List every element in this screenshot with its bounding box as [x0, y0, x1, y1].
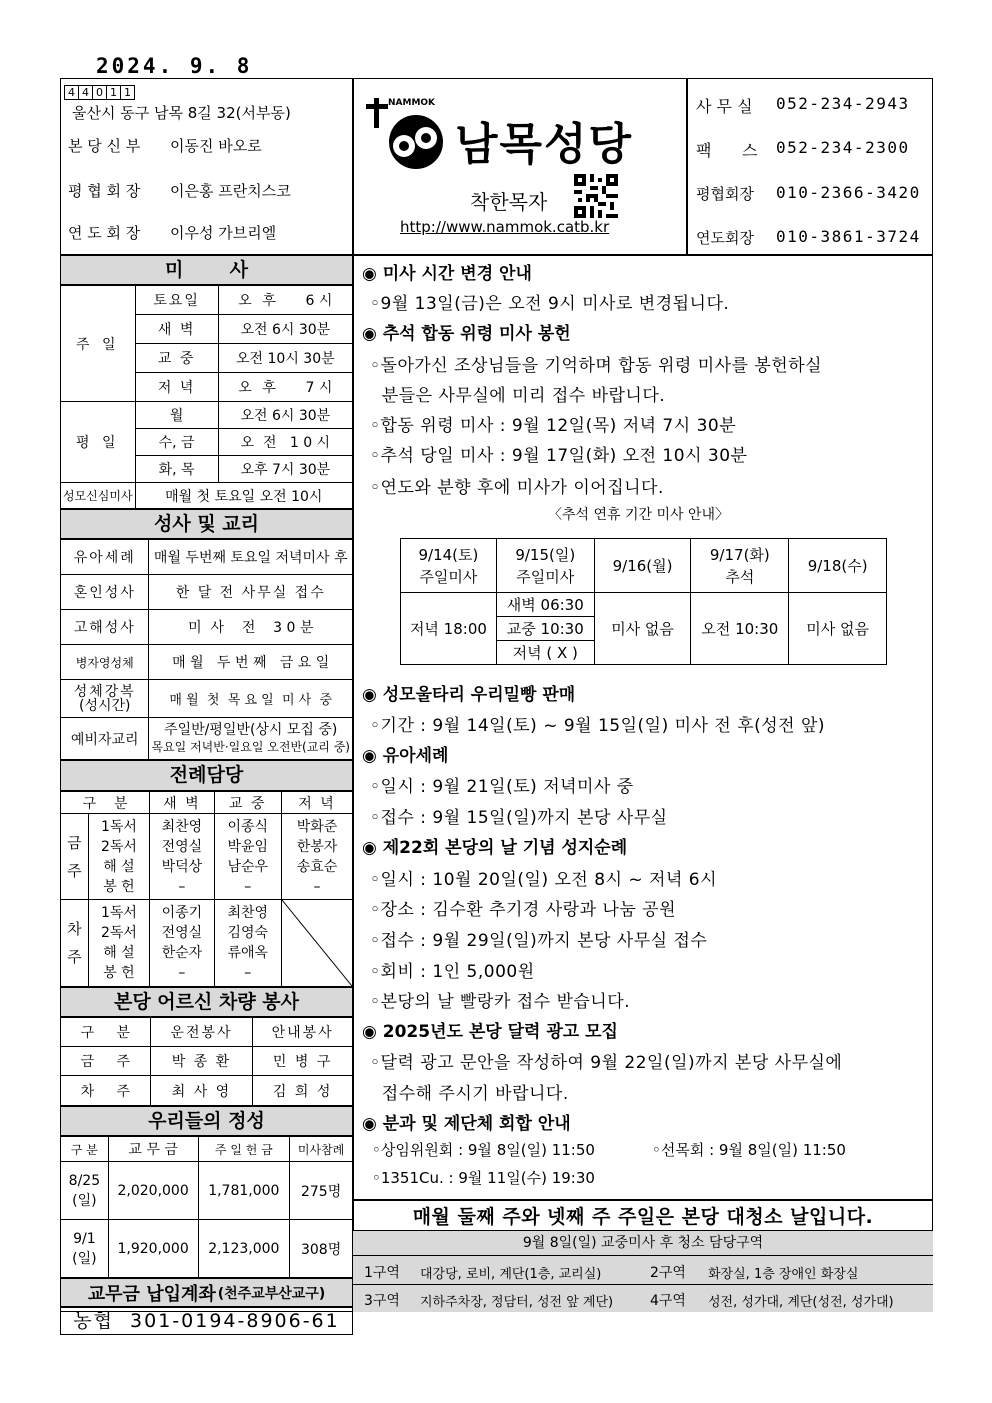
offering-date-line: (일) — [72, 1250, 97, 1267]
weekday-label: 평 일 — [61, 402, 136, 483]
sacrament-row — [61, 718, 353, 760]
liturgy-person: 김영숙 — [227, 925, 269, 941]
header-divider-left — [352, 78, 354, 254]
meeting-standing-committee: ◦상임위원회 : 9월 8일(일) 11:50 — [372, 1141, 595, 1159]
vehicle-row — [61, 1047, 353, 1076]
liturgy-header: 새 벽 — [150, 792, 214, 814]
liturgy-role: 2독서 — [100, 925, 137, 941]
holiday-header: 9/16(월) — [594, 539, 691, 593]
holiday-mass-table — [400, 538, 887, 665]
marian-time: 매월 첫 토요일 오전 10시 — [135, 483, 352, 509]
notice-line: ◦일시 : 10월 20일(일) 오전 8시 ~ 저녁 6시 — [370, 870, 718, 890]
account-subtitle: (천주교부산교구) — [217, 1285, 326, 1302]
zone-place: 지하주차장, 정담터, 성전 앞 계단) — [420, 1295, 614, 1310]
contact-label-ydo: 연도회장 — [696, 229, 754, 247]
marian-label: 성모신심미사 — [61, 483, 136, 509]
liturgy-person: 전영실 — [161, 838, 203, 855]
offering-header: 구 분 — [61, 1137, 109, 1162]
liturgy-header: 교 중 — [214, 792, 281, 814]
notice-line: ◦장소 : 김수환 추기경 사랑과 나눔 공원 — [370, 900, 677, 920]
zone-number: 1구역 — [364, 1265, 400, 1281]
ydo-name: 이우성 가브리엘 — [170, 224, 277, 242]
marian-mass-row — [61, 483, 353, 509]
offering-header-row — [61, 1137, 353, 1162]
mass-time: 오전 6시 30분 — [218, 315, 352, 344]
notice-line: ◦회비 : 1인 5,000원 — [370, 962, 535, 982]
liturgy-person: 한순자 — [161, 945, 203, 961]
vehicle-table — [60, 1017, 353, 1106]
liturgy-group-next-week — [61, 900, 353, 987]
vehicle-driver: 최 사 영 — [150, 1076, 253, 1106]
motto: 착한목자 — [470, 190, 548, 214]
sacrament-value: 매 월 두 번 째 금 요 일 — [149, 645, 353, 680]
liturgy-role: 해 설 — [103, 858, 135, 875]
liturgy-table — [60, 791, 353, 987]
holiday-sat: 저녁 18:00 — [401, 593, 497, 665]
account-title-row — [60, 1278, 353, 1307]
vehicle-header: 구 분 — [61, 1018, 151, 1047]
notice-heading: ◉ 분과 및 제단체 회합 안내 — [362, 1114, 571, 1134]
liturgy-person: 박윤임 — [227, 838, 269, 855]
holiday-tue: 오전 10:30 — [691, 593, 789, 665]
sacrament-label: 유아세례 — [61, 540, 149, 575]
bulletin-date: 2024. 9. 8 — [96, 54, 253, 78]
holiday-header-row — [401, 539, 887, 593]
holiday-header-line: 주일미사 — [419, 567, 478, 586]
notice-heading: ◉ 성모울타리 우리밀빵 판매 — [362, 685, 576, 705]
mass-time: 오 전 1 0 시 — [218, 429, 352, 456]
offering-table — [60, 1136, 353, 1278]
sunday-label: 주 일 — [61, 286, 136, 402]
cleaning-title: 매월 둘째 주와 넷째 주 주일은 본당 대청소 날입니다. — [412, 1206, 874, 1228]
sacraments-section-title: 성사 및 교리 — [60, 509, 353, 539]
council-name: 이은홍 프란치스코 — [170, 182, 291, 200]
contact-value-council: 010-2366-3420 — [776, 183, 921, 202]
website-link[interactable]: http://www.nammok.catb.kr — [400, 218, 610, 236]
contact-value-ydo: 010-3861-3724 — [776, 227, 921, 246]
meeting-seonmok: ◦선목회 : 9월 8일(일) 11:50 — [652, 1141, 846, 1159]
account-title: 교무금 납입계좌 — [87, 1283, 216, 1305]
offering-header: 미사참례 — [290, 1137, 353, 1162]
sacrament-label: 혼인성사 — [61, 575, 149, 610]
sacrament-label: 예비자교리 — [61, 718, 149, 760]
header-divider-right — [686, 78, 688, 254]
liturgy-role: 봉 헌 — [103, 965, 135, 981]
zone-place: 화장실, 1층 장애인 화장실 — [708, 1267, 859, 1282]
sacrament-value-line: 목요일 저녁반·일요일 오전반(교리 중) — [151, 739, 350, 754]
notice-heading: ◉ 추석 합동 위령 미사 봉헌 — [362, 324, 571, 344]
sacrament-label: 병자영성체 — [61, 645, 149, 680]
liturgy-roles — [88, 900, 149, 987]
liturgy-group-label: 차 주 — [61, 900, 89, 987]
liturgy-main — [214, 900, 281, 987]
liturgy-role: 1독서 — [100, 905, 137, 921]
left-column — [60, 255, 353, 1335]
sacrament-value: 한 달 전 사무실 접수 — [149, 575, 353, 610]
liturgy-header: 구 분 — [61, 792, 150, 814]
holiday-header — [401, 539, 497, 593]
holiday-header-line: 추석 — [725, 567, 755, 586]
offering-row — [61, 1220, 353, 1278]
mass-time: 오전 6시 30분 — [218, 402, 352, 429]
sacrament-label — [61, 680, 149, 718]
qr-code-icon — [574, 174, 618, 218]
mass-day: 월 — [135, 402, 218, 429]
liturgy-person: 한봉자 — [296, 838, 338, 855]
liturgy-main — [214, 814, 281, 900]
sacrament-value: 매월 두번째 토요일 저녁미사 후 — [149, 540, 353, 575]
sacraments-table — [60, 539, 353, 760]
liturgy-eve-empty — [281, 900, 352, 987]
liturgy-person: – — [313, 878, 321, 895]
zone-number: 3구역 — [364, 1293, 400, 1309]
notice-heading: ◉ 유아세례 — [362, 746, 449, 766]
liturgy-person: 전영실 — [161, 925, 203, 941]
liturgy-section-title: 전례담당 — [60, 760, 353, 791]
liturgy-group-this-week — [61, 814, 353, 900]
liturgy-person: – — [244, 965, 252, 981]
notice-line: ◦달력 광고 문안을 작성하여 9월 22일(일)까지 본당 사무실에 — [370, 1053, 843, 1073]
sacrament-value — [149, 718, 353, 760]
offering-section-title: 우리들의 정성 — [60, 1106, 353, 1136]
vehicle-header: 운전봉사 — [150, 1018, 253, 1047]
zip-code: 4 4 0 1 1 — [64, 81, 134, 100]
sacrament-value: 매 월 첫 목 요 일 미 사 중 — [149, 680, 353, 718]
sacrament-value-line: 주일반/평일반(상시 모집 중) — [164, 721, 338, 738]
zone-place: 성전, 성가대, 계단(성전, 성가대) — [708, 1295, 894, 1310]
sacrament-value: 미 사 전 3 0 분 — [149, 610, 353, 645]
zone-number: 2구역 — [650, 1265, 686, 1281]
notice-line: ◦접수 : 9월 29일(일)까지 본당 사무실 접수 — [370, 931, 708, 951]
mass-row — [61, 286, 353, 315]
vehicle-header-row — [61, 1018, 353, 1047]
liturgy-person: 최찬영 — [161, 818, 203, 835]
contact-value-fax: 052-234-2300 — [776, 138, 910, 157]
liturgy-person: 남순우 — [227, 858, 269, 875]
holiday-header-line: 9/14(토) — [418, 545, 479, 564]
zone-number: 4구역 — [650, 1293, 686, 1309]
offering-date — [61, 1162, 109, 1220]
holiday-caption: 〈추석 연휴 기간 미사 안내〉 — [548, 507, 730, 523]
account-number: 농협 301-0194-8906-61 — [60, 1307, 353, 1335]
offering-date-line: (일) — [72, 1192, 97, 1209]
sacrament-row — [61, 610, 353, 645]
vehicle-guide: 민 병 구 — [253, 1047, 353, 1076]
offering-row — [61, 1162, 353, 1220]
liturgy-person: 박화준 — [296, 818, 338, 835]
church-name: 남목성당 — [455, 119, 634, 170]
liturgy-person: – — [178, 965, 186, 981]
notice-line: ◦연도와 분향 후에 미사가 이어집니다. — [370, 478, 664, 498]
mass-day: 저 녁 — [135, 373, 218, 402]
contact-value-office: 052-234-2943 — [776, 94, 910, 113]
notice-heading: ◉ 미사 시간 변경 안내 — [362, 264, 532, 284]
mass-day: 화, 목 — [135, 456, 218, 483]
offering-collection: 2,123,000 — [198, 1220, 290, 1278]
zone-place: 대강당, 로비, 계단(1층, 교리실) — [420, 1267, 602, 1282]
contact-label-council: 평협회장 — [696, 185, 754, 203]
liturgy-role: 봉 헌 — [103, 878, 135, 895]
mass-time: 오 후 6 시 — [218, 286, 352, 315]
notice-heading: ◉ 제22회 본당의 날 기념 성지순례 — [362, 838, 628, 858]
notice-line: ◦일시 : 9월 21일(토) 저녁미사 중 — [370, 777, 634, 797]
sacrament-label-line: 성체강복 — [73, 683, 136, 700]
liturgy-person: – — [244, 878, 252, 895]
liturgy-role: 1독서 — [100, 818, 137, 835]
notice-line: ◦9월 13일(금)은 오전 9시 미사로 변경됩니다. — [370, 294, 730, 314]
notice-line: 접수해 주시기 바랍니다. — [370, 1084, 569, 1104]
address: 울산시 동구 남목 8길 32(서부동) — [72, 104, 291, 122]
notice-line: ◦추석 당일 미사 : 9월 17일(화) 오전 10시 30분 — [370, 446, 748, 466]
notice-line: 분들은 사무실에 미리 접수 바랍니다. — [370, 386, 666, 406]
liturgy-person: – — [178, 878, 186, 895]
mass-section-title: 미 사 — [60, 255, 353, 285]
liturgy-person: 박덕상 — [161, 858, 203, 875]
liturgy-group-label: 금 주 — [61, 814, 89, 900]
mass-time: 오전 10시 30분 — [218, 344, 352, 373]
offering-date-line: 9/1 — [73, 1230, 96, 1247]
mass-row — [61, 402, 353, 429]
offering-header: 주 일 헌 금 — [198, 1137, 290, 1162]
holiday-header-line: 9/17(화) — [709, 545, 770, 564]
mass-day: 교 중 — [135, 344, 218, 373]
holiday-sun: 새벽 06:30 — [496, 593, 594, 617]
sacrament-row — [61, 575, 353, 610]
offering-date-line: 8/25 — [68, 1172, 101, 1189]
sacrament-row — [61, 645, 353, 680]
liturgy-dawn — [150, 814, 214, 900]
sacrament-row — [61, 680, 353, 718]
mass-time: 오후 7시 30분 — [218, 456, 352, 483]
contact-label-fax: 팩 스 — [696, 141, 758, 160]
liturgy-role: 해 설 — [103, 945, 135, 961]
diagonal-line-icon — [282, 900, 352, 986]
ydo-label: 연 도 회 장 — [68, 224, 141, 242]
priest-name: 이동진 바오로 — [170, 137, 262, 155]
holiday-header — [496, 539, 594, 593]
holiday-header: 9/18(수) — [789, 539, 887, 593]
vehicle-label: 금 주 — [61, 1047, 151, 1076]
logo-small-text: NAMMOK — [388, 98, 436, 108]
holiday-wed: 미사 없음 — [789, 593, 887, 665]
cleaning-top-line — [353, 1199, 933, 1201]
contact-label-office: 사 무 실 — [696, 97, 753, 116]
notice-line: ◦기간 : 9월 14일(토) ~ 9월 15일(일) 미사 전 후(성전 앞) — [370, 716, 826, 736]
priest-label: 본 당 신 부 — [68, 137, 141, 155]
vehicle-row — [61, 1076, 353, 1106]
liturgy-eve — [281, 814, 352, 900]
holiday-header-line: 9/15(일) — [515, 545, 576, 564]
liturgy-person: 이종기 — [161, 905, 203, 921]
notice-line: ◦합동 위령 미사 : 9월 12일(목) 저녁 7시 30분 — [370, 416, 737, 436]
offering-dues: 1,920,000 — [108, 1220, 198, 1278]
holiday-row — [401, 593, 887, 617]
vehicle-guide: 김 희 성 — [253, 1076, 353, 1106]
holiday-header — [691, 539, 789, 593]
offering-collection: 1,781,000 — [198, 1162, 290, 1220]
notice-line: ◦본당의 날 빨랑카 접수 받습니다. — [370, 992, 631, 1012]
holiday-mon: 미사 없음 — [594, 593, 691, 665]
sacrament-label-line: (성시간) — [78, 697, 131, 714]
mass-day: 새 벽 — [135, 315, 218, 344]
cleaning-subtitle: 9월 8일(일) 교중미사 후 청소 담당구역 — [353, 1230, 933, 1256]
holiday-sun: 교중 10:30 — [496, 617, 594, 641]
holiday-sun: 저녁 ( X ) — [496, 641, 594, 665]
vehicle-section-title: 본당 어르신 차량 봉사 — [60, 987, 353, 1017]
mass-day: 수, 금 — [135, 429, 218, 456]
mass-table — [60, 285, 353, 509]
liturgy-person: 이종식 — [227, 818, 269, 835]
notice-heading: ◉ 2025년도 본당 달력 광고 모집 — [362, 1022, 618, 1042]
liturgy-header: 저 녁 — [281, 792, 352, 814]
offering-attendance: 308명 — [290, 1220, 353, 1278]
notice-line: ◦돌아가신 조상님들을 기억하며 합동 위령 미사를 봉헌하실 — [370, 356, 823, 376]
sacrament-label: 고해성사 — [61, 610, 149, 645]
liturgy-header-row — [61, 792, 353, 814]
liturgy-roles — [88, 814, 149, 900]
liturgy-person: 최찬영 — [227, 905, 269, 921]
offering-date — [61, 1220, 109, 1278]
council-label: 평 협 회 장 — [68, 182, 141, 200]
liturgy-role: 2독서 — [100, 838, 137, 855]
meeting-1351cu: ◦1351Cu. : 9월 11일(수) 19:30 — [372, 1169, 595, 1187]
liturgy-dawn — [150, 900, 214, 987]
offering-header: 교 무 금 — [108, 1137, 198, 1162]
cleaning-zone-divider — [353, 1284, 933, 1285]
holiday-header-line: 주일미사 — [516, 567, 575, 586]
liturgy-person: 송효순 — [296, 858, 338, 875]
liturgy-person: 류애옥 — [227, 945, 269, 961]
vehicle-label: 차 주 — [61, 1076, 151, 1106]
sacrament-row — [61, 540, 353, 575]
mass-time: 오 후 7 시 — [218, 373, 352, 402]
notice-line: ◦접수 : 9월 15일(일)까지 본당 사무실 — [370, 808, 668, 828]
offering-dues: 2,020,000 — [108, 1162, 198, 1220]
mass-day: 토요일 — [135, 286, 218, 315]
vehicle-header: 안내봉사 — [253, 1018, 353, 1047]
offering-attendance: 275명 — [290, 1162, 353, 1220]
vehicle-driver: 박 종 환 — [150, 1047, 253, 1076]
